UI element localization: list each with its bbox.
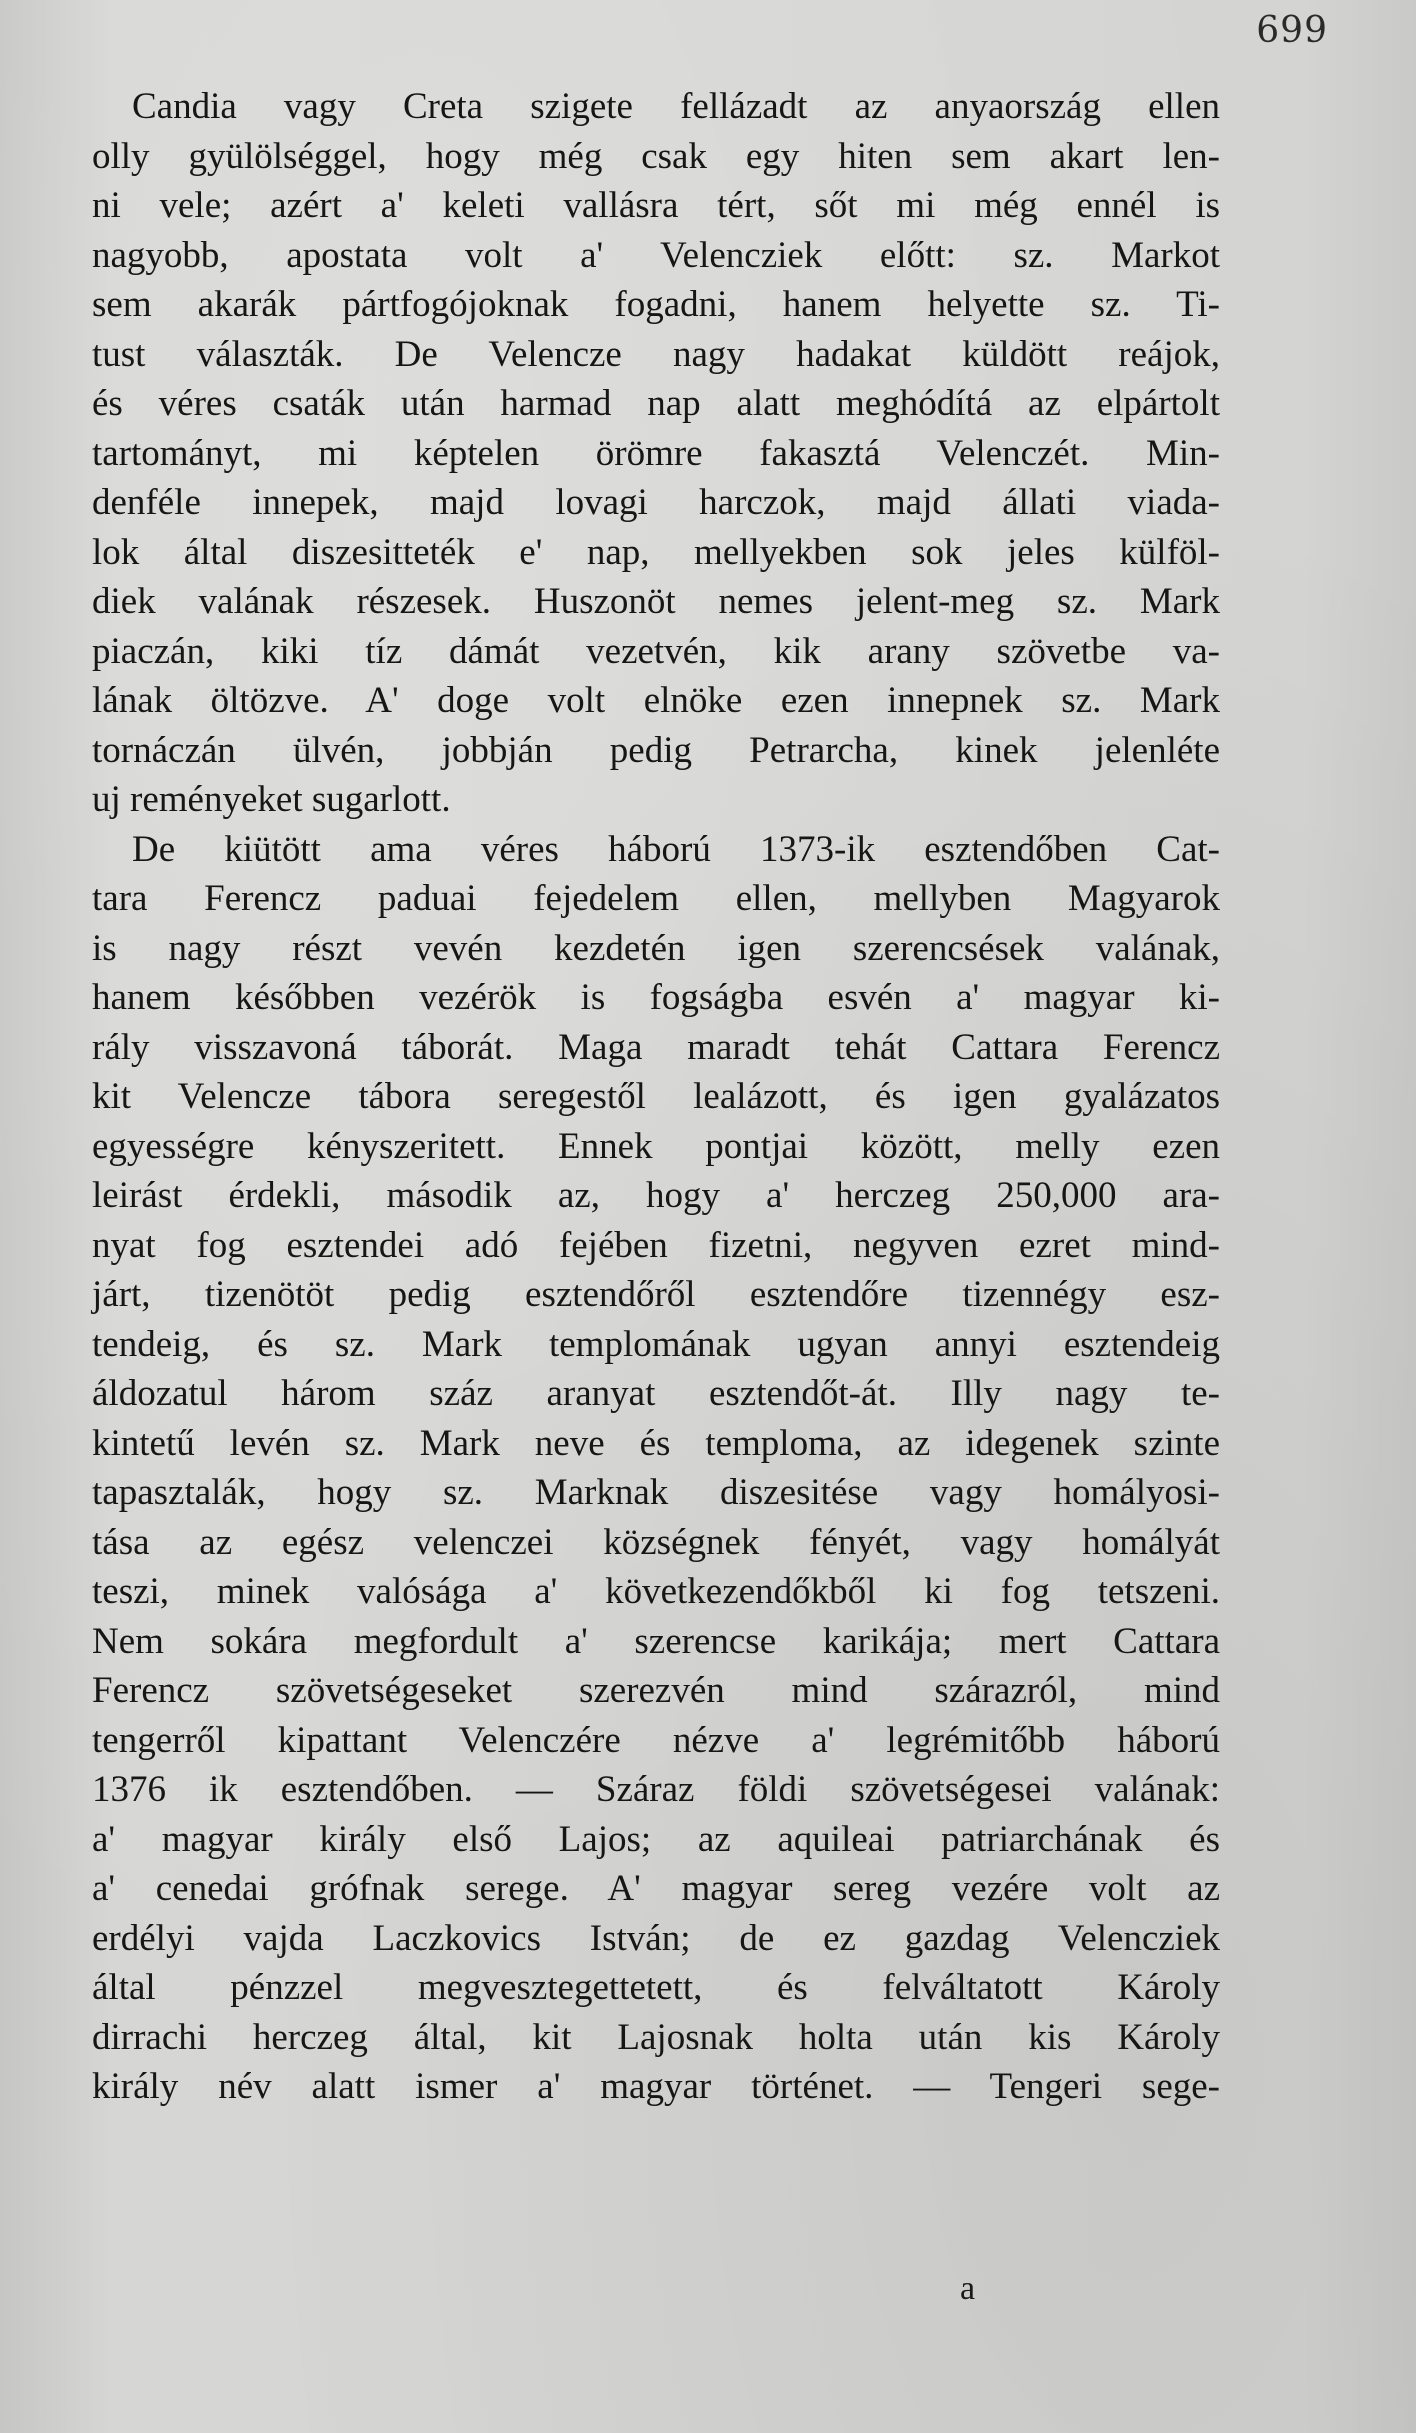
text-line: piaczán, kiki tíz dámát vezetvén, kik arany szövetbe va- [92,630,1220,672]
text-line: tust választák. De Velencze nagy hadakat küldött reájok, [92,333,1220,375]
text-line: járt, tizenötöt pedig esztendőről esztendőre tizennégy esz- [92,1274,1220,1315]
text-line: és véres csaták után harmad nap alatt meghódítá az elpártolt [92,383,1220,424]
text-line: De kiütött ama véres háború 1373-ik esztendőben Cat- [132,828,1220,870]
text-line: 1376 ik esztendőben. — Száraz földi szövetségesei valának: [92,1769,1220,1810]
text-line: Candia vagy Creta szigete fellázadt az anyaország ellen [132,86,1220,127]
text-line: erdélyi vajda Laczkovics István; de ez gazdag Velencziek [92,1917,1220,1959]
text-line: nagyobb, apostata volt a' Velencziek előtt: sz. Markot [92,234,1220,276]
page-number: 699 [1256,10,1328,51]
text-line: a' magyar király első Lajos; az aquileai patriarchának és [92,1818,1220,1860]
text-line: által pénzzel megvesztegettetett, és felváltatott Károly [92,1967,1220,2008]
catchword: a [960,2270,976,2307]
text-line: tartományt, mi képtelen örömre fakasztá Velenczét. Min- [92,432,1220,474]
text-line: Nem sokára megfordult a' szerencse karikája; mert Cattara [92,1620,1220,1662]
text-line: lok által diszesitteték e' nap, mellyekben sok jeles külföl- [92,531,1220,573]
text-line: uj reményeket sugarlott. [92,779,451,820]
text-line: Ferencz szövetségeseket szerezvén mind szárazról, mind [92,1670,1220,1711]
text-line: kintetű levén sz. Mark neve és temploma, az idegenek szinte [92,1422,1220,1464]
text-line: tara Ferencz paduai fejedelem ellen, mellyben Magyarok [92,878,1220,919]
text-line: is nagy részt vevén kezdetén igen szerencsések valának, [92,927,1220,969]
text-line: olly gyülölséggel, hogy még csak egy hiten sem akart len- [92,135,1220,177]
text-line: tása az egész velenczei községnek fényét, vagy homályát [92,1521,1220,1563]
text-line: leirást érdekli, második az, hogy a' herczeg 250,000 ara- [92,1175,1220,1216]
text-line: teszi, minek valósága a' következendőkből ki fog tetszeni. [92,1571,1220,1612]
text-line: hanem későbben vezérök is fogságba esvén a' magyar ki- [92,977,1220,1018]
text-line: denféle innepek, majd lovagi harczok, majd állati viada- [92,482,1220,523]
text-line: nyat fog esztendei adó fejében fizetni, negyven ezret mind- [92,1224,1220,1266]
text-line: dirrachi herczeg által, kit Lajosnak holta után kis Károly [92,2016,1220,2058]
text-line: rály visszavoná táborát. Maga maradt tehát Cattara Ferencz [92,1026,1220,1068]
text-line: tengerről kipattant Velenczére nézve a' legrémitőbb háború [92,1719,1220,1761]
text-line: tapasztalák, hogy sz. Marknak diszesitése vagy homályosi- [92,1472,1220,1513]
text-line: tornáczán ülvén, jobbján pedig Petrarcha, kinek jelenléte [92,729,1220,771]
text-line: király név alatt ismer a' magyar történet. — Tengeri sege- [92,2066,1220,2107]
text-line: tendeig, és sz. Mark templomának ugyan annyi esztendeig [92,1323,1220,1365]
text-line: ni vele; azért a' keleti vallásra tért, sőt mi még ennél is [92,185,1220,226]
text-line: lának öltözve. A' doge volt elnöke ezen innepnek sz. Mark [92,680,1220,721]
text-line: a' cenedai grófnak serege. A' magyar sereg vezére volt az [92,1868,1220,1909]
text-line: áldozatul három száz aranyat esztendőt-át. Illy nagy te- [92,1373,1220,1414]
text-line: kit Velencze tábora seregestől lealázott, és igen gyalázatos [92,1076,1220,1117]
text-line: diek valának részesek. Huszonöt nemes jelent-meg sz. Mark [92,581,1220,622]
body-text [92,82,1220,2112]
text-line: sem akarák pártfogójoknak fogadni, hanem helyette sz. Ti- [92,284,1220,325]
text-line: egyességre kényszeritett. Ennek pontjai között, melly ezen [92,1125,1220,1167]
